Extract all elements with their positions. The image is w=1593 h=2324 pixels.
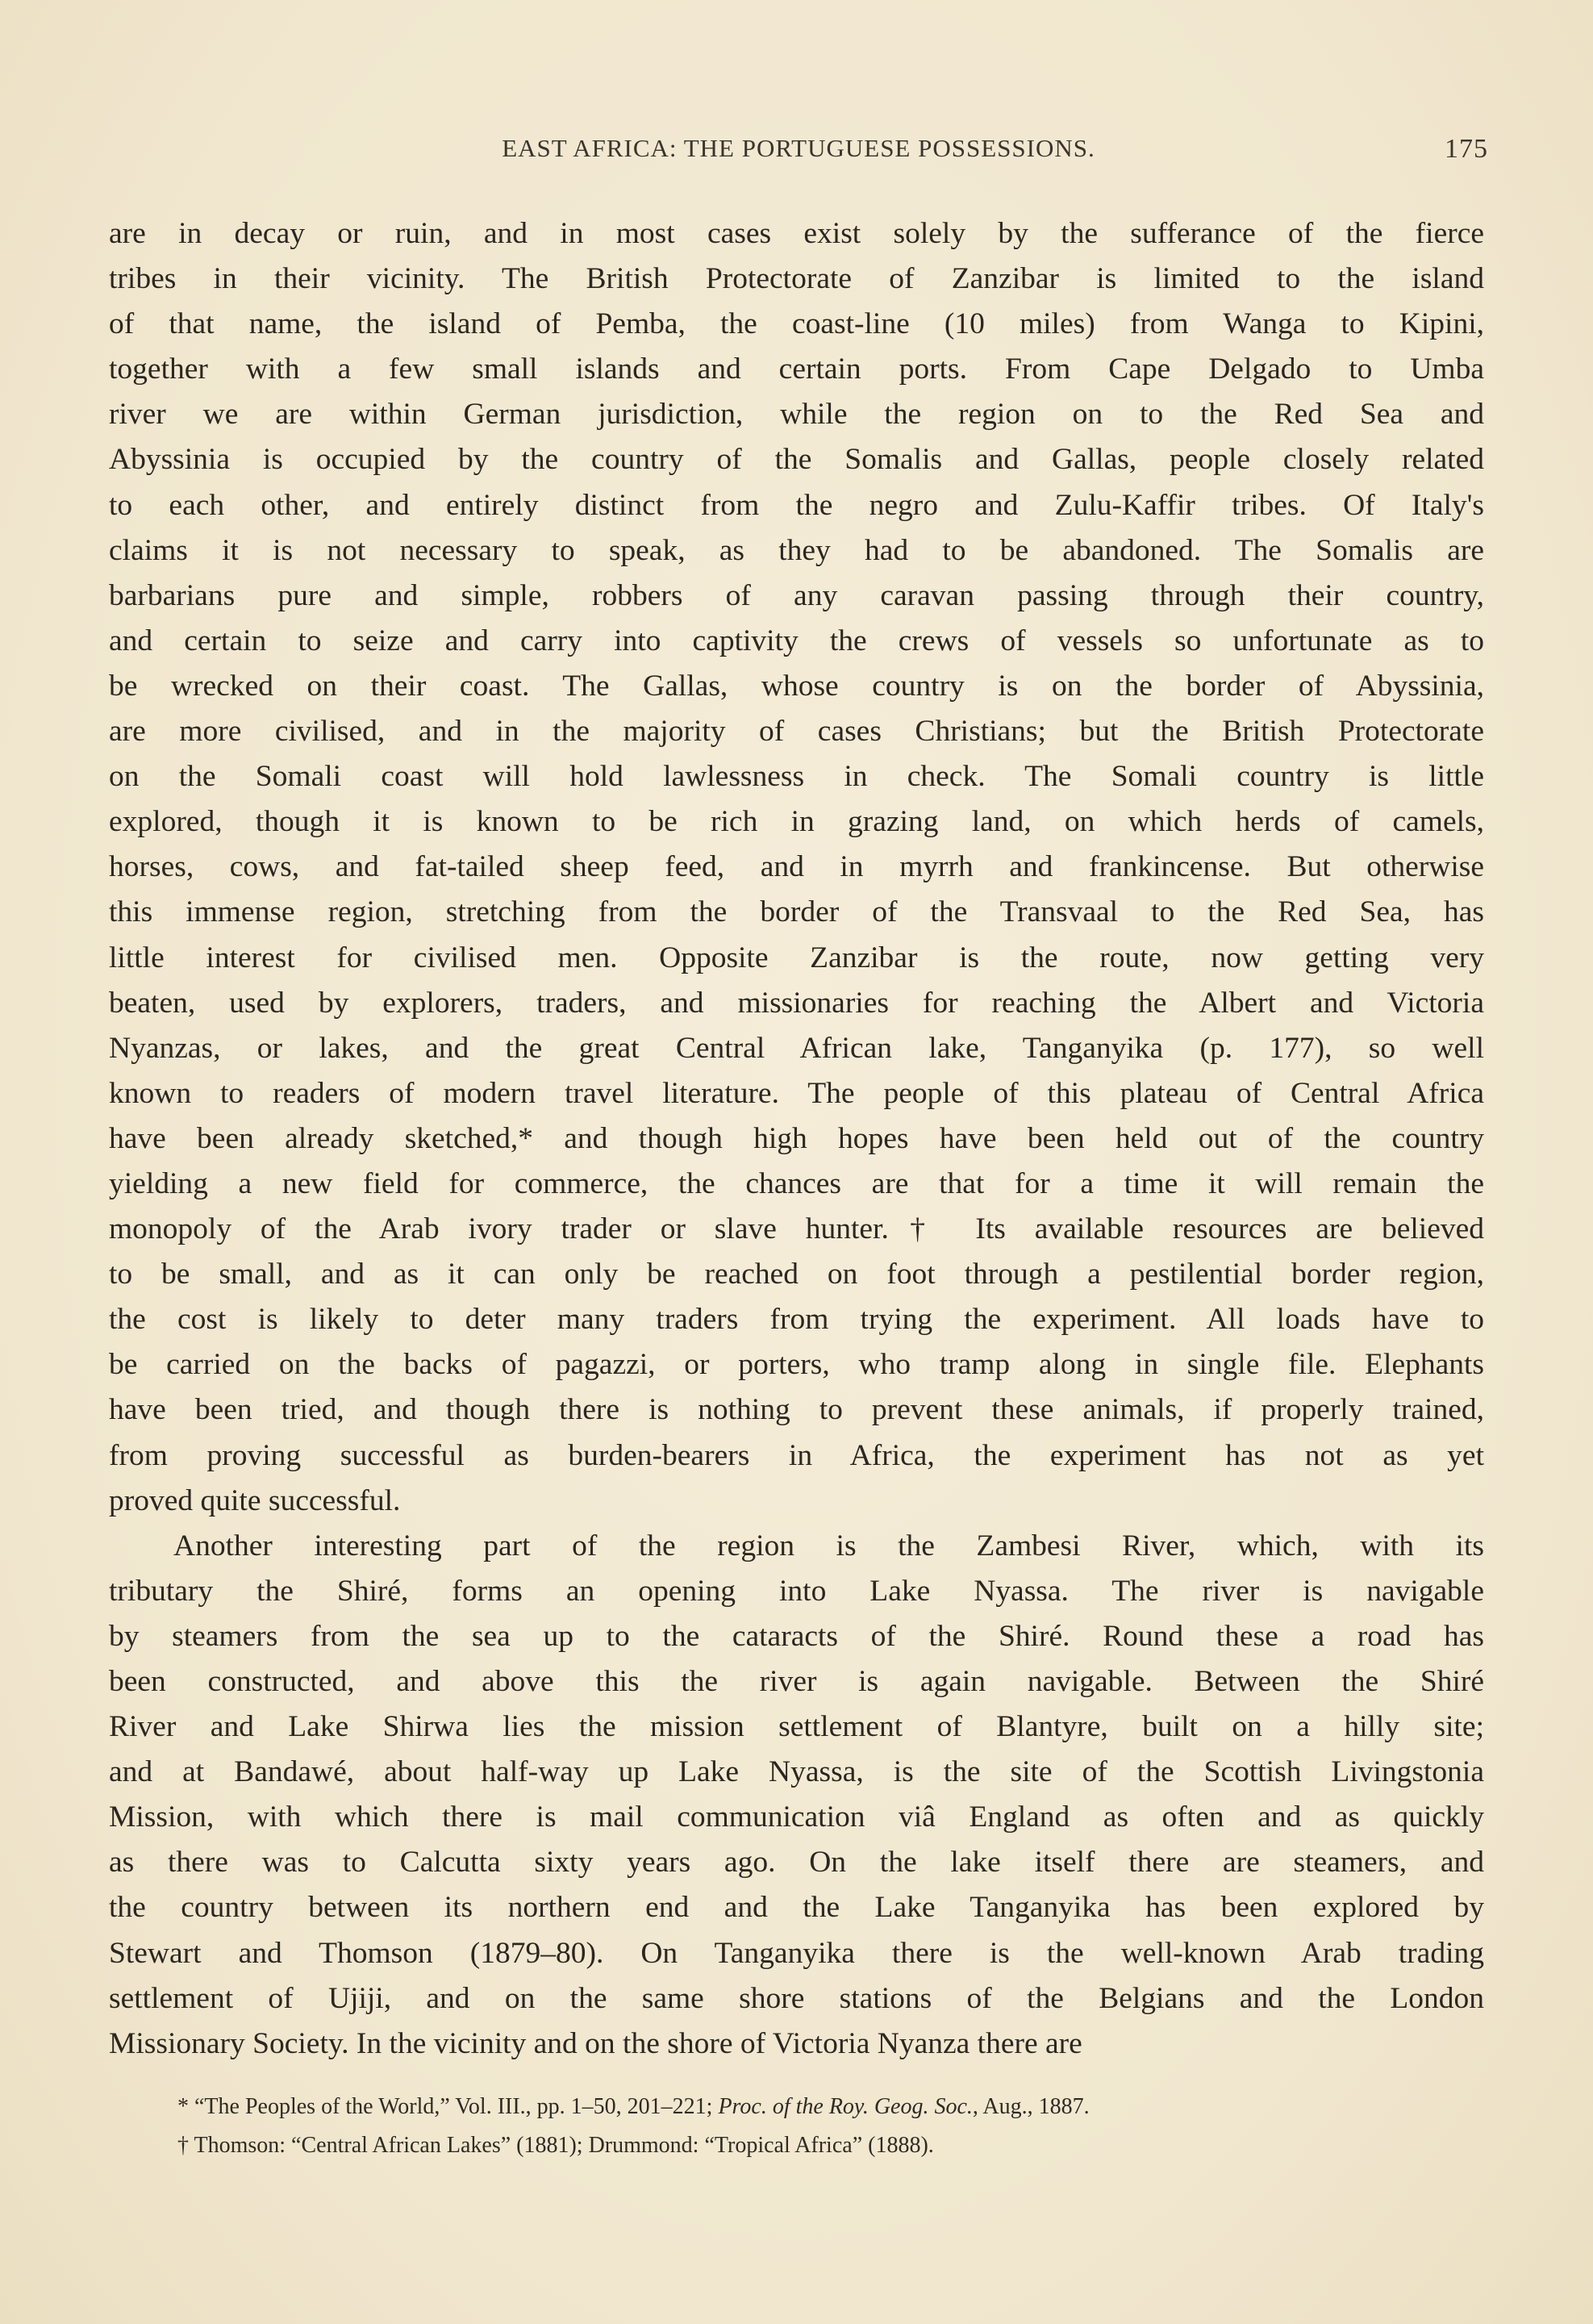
- text-line: from proving successful as burden-bearers in Africa, the experiment has not as yet: [109, 1438, 1484, 1472]
- text-line: have been tried, and though there is nothing to prevent these animals, if properly trained,: [109, 1393, 1484, 1427]
- text-line: beaten, used by explorers, traders, and missionaries for reaching the Albert and Victoria: [109, 986, 1484, 1020]
- text-line: River and Lake Shirwa lies the mission settlement of Blantyre, built on a hilly site;: [109, 1710, 1484, 1744]
- running-head-title: EAST AFRICA: THE PORTUGUESE POSSESSIONS.: [502, 134, 1095, 162]
- text-line: be carried on the backs of pagazzi, or porters, who tramp along in single file. Elephants: [109, 1348, 1484, 1382]
- text-line: settlement of Ujiji, and on the same shore stations of the Belgians and the London: [109, 1981, 1484, 2015]
- text-line: yielding a new field for commerce, the chances are that for a time it will remain the: [109, 1166, 1484, 1200]
- text-line: this immense region, stretching from the border of the Transvaal to the Red Sea, has: [109, 895, 1484, 929]
- footnote-text: Thomson: “Central African Lakes” (1881); Drummond: “Tropical Africa” (1888).: [189, 2133, 934, 2158]
- text-line: little interest for civilised men. Opposite Zanzibar is the route, now getting very: [109, 941, 1484, 974]
- text-line: be wrecked on their coast. The Gallas, whose country is on the border of Abyssinia,: [109, 669, 1484, 703]
- text-line: monopoly of the Arab ivory trader or slave hunter.† Its available resources are believed: [109, 1212, 1484, 1246]
- text-line: by steamers from the sea up to the cataracts of the Shiré. Round these a road has: [109, 1619, 1484, 1653]
- page-number: 175: [1445, 134, 1488, 164]
- footnotes: [177, 2088, 1420, 2165]
- text-line: Mission, with which there is mail communication viâ England as often and as quickly: [109, 1800, 1484, 1834]
- text-line: are in decay or ruin, and in most cases exist solely by the sufferance of the fierce: [109, 217, 1484, 250]
- text-line: horses, cows, and fat-tailed sheep feed, and in myrrh and frankincense. But otherwise: [109, 850, 1484, 884]
- text-line: claims it is not necessary to speak, as they had to be abandoned. The Somalis are: [109, 533, 1484, 567]
- text-line: have been already sketched,* and though high hopes have been held out of the country: [109, 1121, 1484, 1155]
- text-line: and at Bandawé, about half-way up Lake Nyassa, is the site of the Scottish Livingstonia: [109, 1755, 1484, 1789]
- text-line: explored, though it is known to be rich in grazing land, on which herds of camels,: [109, 805, 1484, 839]
- text-line: of that name, the island of Pemba, the coast-line (10 miles) from Wanga to Kipini,: [109, 307, 1484, 341]
- text-line: Abyssinia is occupied by the country of the Somalis and Gallas, people closely related: [109, 443, 1484, 477]
- text-line: known to readers of modern travel literature. The people of this plateau of Central Africa: [109, 1076, 1484, 1110]
- text-line: Nyanzas, or lakes, and the great Central African lake, Tanganyika (p. 177), so well: [109, 1031, 1484, 1065]
- text-line: as there was to Calcutta sixty years ago. On the lake itself there are steamers, and: [109, 1846, 1484, 1880]
- text-line: the cost is likely to deter many traders from trying the experiment. All loads have to: [109, 1303, 1484, 1337]
- text-line: the country between its northern end and the Lake Tanganyika has been explored by: [109, 1891, 1484, 1925]
- text-line: barbarians pure and simple, robbers of any caravan passing through their country,: [109, 578, 1484, 612]
- footnote-mark: †: [177, 2133, 189, 2158]
- text-line: tribes in their vicinity. The British Protectorate of Zanzibar is limited to the island: [109, 262, 1484, 296]
- text-line: are more civilised, and in the majority of cases Christians; but the British Protectorate: [109, 715, 1484, 749]
- footnote-citation: Proc. of the Roy. Geog. Soc.: [718, 2094, 973, 2119]
- text-line: to be small, and as it can only be reached on foot through a pestilential border region,: [109, 1258, 1484, 1291]
- footnote: [177, 2126, 1420, 2165]
- text-line: Stewart and Thomson (1879–80). On Tanganyika there is the well-known Arab trading: [109, 1936, 1484, 1970]
- text-line: Missionary Society. In the vicinity and on the shore of Victoria Nyanza there are: [109, 2026, 1082, 2060]
- footnote-text-end: , Aug., 1887.: [972, 2094, 1090, 2119]
- text-line: been constructed, and above this the river is again navigable. Between the Shiré: [109, 1665, 1484, 1698]
- running-head: [109, 134, 1488, 169]
- text-line: proved quite successful.: [109, 1483, 401, 1517]
- footnote-mark: *: [177, 2094, 189, 2119]
- body-text: [109, 211, 1484, 2067]
- text-line: and certain to seize and carry into captivity the crews of vessels so unfortunate as to: [109, 624, 1484, 657]
- text-line: tributary the Shiré, forms an opening into Lake Nyassa. The river is navigable: [109, 1574, 1484, 1608]
- text-line: to each other, and entirely distinct from the negro and Zulu-Kaffir tribes. Of Italy's: [109, 488, 1484, 522]
- text-line: together with a few small islands and certain ports. From Cape Delgado to Umba: [109, 353, 1484, 386]
- text-line: on the Somali coast will hold lawlessness in check. The Somali country is little: [109, 760, 1484, 794]
- footnote-text: “The Peoples of the World,” Vol. III., pp. 1–50, 201–221;: [189, 2094, 719, 2119]
- text-line: Another interesting part of the region is the Zambesi River, which, with its: [173, 1529, 1484, 1563]
- text-line: river we are within German jurisdiction, while the region on to the Red Sea and: [109, 398, 1484, 432]
- footnote: [177, 2088, 1420, 2126]
